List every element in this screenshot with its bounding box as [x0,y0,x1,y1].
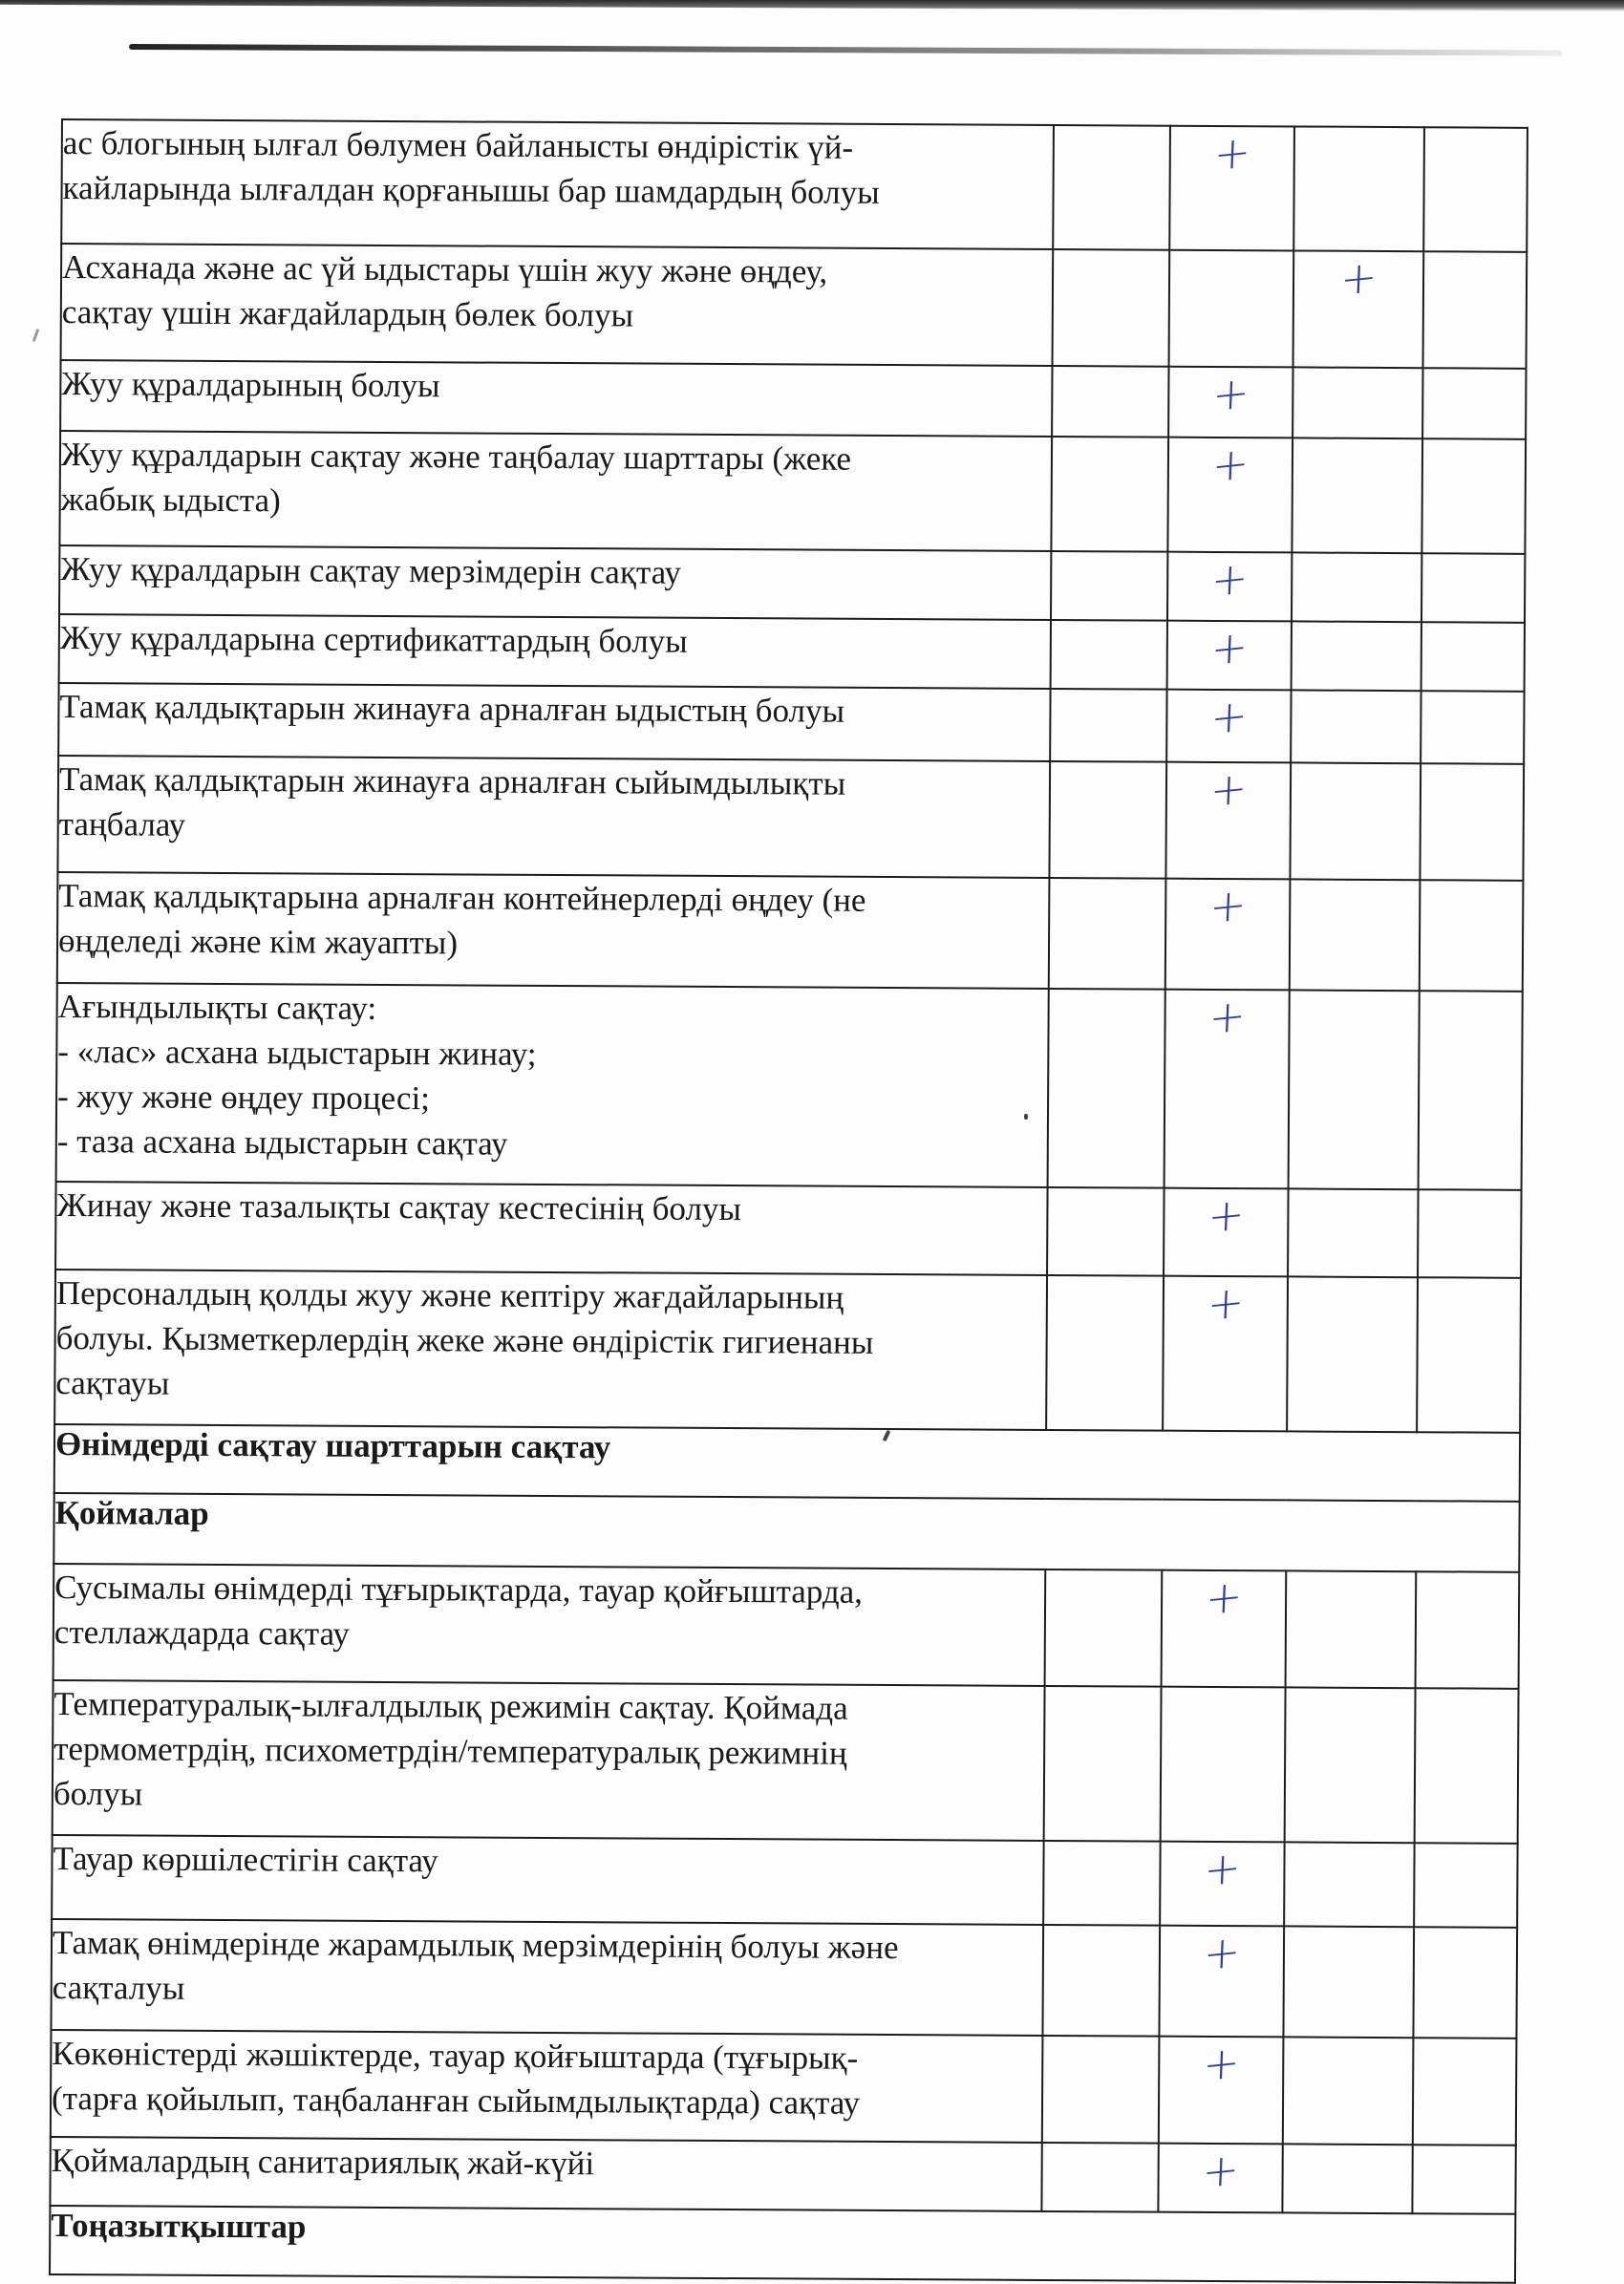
table-row [57,872,1524,992]
check-cell[interactable] [1284,1842,1415,1927]
requirement-text [61,119,1054,249]
requirement-line: Жинау және тазалықты сақтау кестесінің болуы [56,1185,742,1228]
requirement-text [59,614,1051,689]
requirement-line: Қоймалардың санитариялық жай-күйі [51,2141,595,2183]
requirement-text [51,1919,1043,2036]
table-row [56,983,1523,1190]
requirement-line: Жуу құралдарының болуы [61,365,440,405]
check-cell[interactable] [1158,2144,1282,2213]
check-cell[interactable] [1159,2037,1284,2145]
check-cell[interactable] [1169,250,1294,368]
check-cell[interactable] [1292,621,1421,691]
checklist-table [49,118,1528,2284]
table-row [61,244,1528,369]
requirement-text [59,545,1051,620]
section-header-row [53,1493,1519,1572]
check-cell[interactable] [1283,2037,1414,2145]
check-cell[interactable] [1164,1188,1289,1277]
check-cell[interactable] [1165,879,1291,991]
check-cell[interactable] [1167,621,1292,691]
requirement-text [52,1835,1043,1925]
requirement-line: болуы. Қызметкерлердің жеке және өндірістік гигиенаны [55,1318,874,1361]
checklist-rows [50,119,1528,2283]
check-cell[interactable] [1042,1925,1160,2037]
scan-edge-shadow [0,0,1624,11]
handwritten-plus-mark: + [1201,2142,1240,2199]
requirement-line: Тамақ қалдықтарына арналған контейнерлерді өңдеу (не [58,876,866,919]
handwritten-plus-mark: + [1212,124,1252,181]
table-row [54,1270,1521,1433]
check-cell[interactable] [1047,1187,1165,1276]
requirement-line: - «лас» асхана ыдыстарын жинау; [57,1032,537,1073]
requirement-line: Персоналдың қолды жуу және кептіру жағдайларының [55,1273,844,1316]
table-row [51,1919,1517,2039]
check-cell[interactable] [1051,551,1167,621]
check-cell[interactable] [1046,1275,1164,1431]
handwritten-plus-mark: + [1207,988,1247,1045]
section-title: Қоймалар [53,1493,1519,1572]
requirement-line: болуы [53,1774,143,1813]
check-cell[interactable] [1166,690,1291,763]
table-row [50,2137,1515,2214]
requirement-text [53,1564,1046,1686]
table-row [58,683,1524,764]
requirement-line: стеллаждарда сақтау [53,1612,350,1653]
table-row [59,545,1525,623]
check-cell[interactable] [1290,879,1421,991]
check-cell[interactable] [1160,1842,1285,1927]
check-cell[interactable] [1288,1188,1419,1277]
requirement-line: өңделеді және кім жауапты) [57,921,459,962]
check-cell[interactable] [1420,880,1524,992]
handwritten-plus-mark: + [1208,760,1249,818]
check-cell[interactable] [1293,126,1424,251]
check-cell[interactable] [1159,1926,1284,2038]
handwritten-plus-mark: + [1209,550,1250,608]
requirement-line: Жуу құралдарын сақтау мерзімдерін сақтау [60,550,682,591]
requirement-line: сақталуы [52,1968,185,2007]
check-cell[interactable] [1044,1686,1162,1842]
requirement-line: жабық ыдыста) [60,480,281,520]
requirement-text [56,983,1049,1187]
requirement-text [57,756,1050,878]
requirement-line: кайларында ылғалдан қорғанышы бар шамдардың болуы [62,169,880,211]
check-cell[interactable] [1049,878,1166,990]
handwritten-plus-mark: + [1207,1186,1246,1244]
check-cell[interactable] [1049,761,1166,879]
scan-speck [1024,1114,1028,1120]
check-cell[interactable] [1285,1687,1416,1843]
check-cell[interactable] [1293,367,1422,438]
requirement-line: Ағындылықты сақтау: [57,987,377,1027]
check-cell[interactable] [1415,1688,1519,1844]
check-cell[interactable] [1293,250,1424,368]
check-cell[interactable] [1292,438,1422,553]
check-cell[interactable] [1412,2145,1515,2214]
check-cell[interactable] [1416,1571,1520,1689]
check-cell[interactable] [1421,438,1526,554]
requirement-text [61,244,1054,366]
requirement-line: (тарға қойылып, таңбаланған сыйымдылықтарда) сақтау [51,2079,861,2122]
check-cell[interactable] [1286,1570,1417,1688]
check-cell[interactable] [1041,2143,1158,2212]
handwritten-plus-mark: + [1201,2035,1241,2092]
requirement-line: Жуу құралдарын сақтау және таңбалау шарттары (жеке [60,436,852,478]
handwritten-plus-mark: + [1209,688,1249,745]
requirement-text [53,1680,1045,1841]
section-header-row [54,1424,1520,1502]
check-cell[interactable] [1421,553,1525,623]
check-cell[interactable] [1413,1927,1517,2039]
table-row [61,119,1528,252]
check-cell[interactable] [1291,690,1421,763]
check-cell[interactable] [1287,1276,1418,1432]
table-row [51,2030,1517,2145]
check-cell[interactable] [1051,437,1168,552]
requirement-line: Сусымалы өнімдерді тұғырықтарда, тауар қойғыштарда, [54,1568,864,1611]
check-cell[interactable] [1163,1276,1288,1432]
check-cell[interactable] [1162,1570,1287,1688]
check-cell[interactable] [1167,438,1293,553]
handwritten-plus-mark: + [1338,249,1378,306]
table-row [60,360,1526,439]
table-row [59,431,1526,554]
check-cell[interactable] [1420,763,1524,881]
check-cell[interactable] [1052,366,1168,438]
check-cell[interactable] [1421,691,1524,764]
check-cell[interactable] [1048,989,1165,1188]
table-row [57,756,1524,881]
table-row [53,1680,1519,1844]
requirement-line: таңбалау [58,804,186,843]
check-cell[interactable] [1165,990,1290,1189]
handwritten-plus-mark: + [1209,619,1250,676]
check-cell[interactable] [1167,552,1292,622]
check-cell[interactable] [1050,689,1166,762]
requirement-line: Көкөністерді жәшіктерде, тауар қойғыштарда (тұғырық- [52,2034,859,2077]
handwritten-plus-mark: + [1206,1274,1246,1332]
table-row [59,614,1525,692]
section-title: Тоңазытқыштар [50,2206,1515,2283]
requirement-line: - жуу және өңдеу процесі; [56,1077,431,1118]
check-cell[interactable] [1417,1277,1521,1433]
check-cell[interactable] [1290,762,1421,880]
check-cell[interactable] [1042,2036,1160,2144]
section-title: Өнімдерді сақтау шарттарын сақтау [54,1424,1520,1502]
check-cell[interactable] [1169,126,1294,251]
check-cell[interactable] [1053,249,1170,367]
check-cell[interactable] [1168,367,1293,438]
check-cell[interactable] [1413,2038,1517,2145]
requirement-text [51,2030,1043,2143]
check-cell[interactable] [1292,552,1421,622]
handwritten-plus-mark: + [1204,1569,1244,1626]
check-cell[interactable] [1421,622,1525,692]
requirement-line: - таза асхана ыдыстарын сақтау [56,1121,508,1163]
requirement-line: сақтау үшін жағдайлардың бөлек болуы [61,293,634,334]
requirement-text [58,683,1050,761]
check-cell[interactable] [1423,127,1528,252]
check-cell[interactable] [1165,762,1291,880]
check-cell[interactable] [1053,125,1170,250]
requirement-line: термометрдің, психометрдін/температуралық режимнің [53,1729,847,1772]
requirement-line: Жуу құралдарына сертификаттардың болуы [59,619,688,660]
check-cell[interactable] [1283,1926,1414,2038]
scan-speck [32,329,40,342]
requirement-line: Тауар көршілестігін сақтау [53,1839,438,1880]
handwritten-plus-mark: + [1202,1924,1242,1981]
requirement-line: Тамақ қалдықтарын жинауға арналған ыдыстың болуы [59,688,845,730]
check-cell[interactable] [1161,1687,1286,1843]
requirement-text [57,872,1050,989]
requirement-text [60,360,1052,437]
document-page [49,118,1527,2284]
handwritten-plus-mark: + [1203,1840,1242,1897]
requirement-text [50,2137,1041,2211]
requirement-line: Тамақ қалдықтарын жинауға арналған сыйымдылықты [58,760,846,802]
table-row [53,1564,1520,1689]
check-cell[interactable] [1043,1841,1161,1926]
check-cell[interactable] [1418,1189,1522,1278]
table-row [55,1182,1522,1278]
table-row [52,1835,1517,1928]
requirement-line: Температуралық-ылғалдылық режимін сақтау. Қоймада [53,1684,848,1727]
check-cell[interactable] [1422,368,1526,439]
check-cell[interactable] [1289,990,1420,1189]
requirement-line: ас блогының ылғал бөлумен байланысты өндірістік үй- [62,124,854,166]
requirement-text [55,1182,1048,1275]
requirement-line: сақтауы [55,1363,170,1402]
requirement-text [54,1270,1047,1430]
scan-artifact-line [129,44,1562,56]
handwritten-plus-mark: + [1210,436,1250,493]
requirement-text [59,431,1052,551]
check-cell[interactable] [1419,991,1523,1190]
check-cell[interactable] [1282,2144,1412,2213]
section-header-row [50,2206,1515,2283]
check-cell[interactable] [1414,1843,1518,1928]
handwritten-plus-mark: + [1207,877,1248,934]
handwritten-plus-mark: + [1211,365,1250,422]
check-cell[interactable] [1051,620,1167,690]
check-cell[interactable] [1045,1569,1163,1687]
requirement-line: Асханада және ас үй ыдыстары үшін жуу және өңдеу, [61,248,828,290]
requirement-line: Тамақ өнімдерінде жарамдылық мерзімдерінің болуы және [52,1923,899,1967]
check-cell[interactable] [1423,251,1528,369]
